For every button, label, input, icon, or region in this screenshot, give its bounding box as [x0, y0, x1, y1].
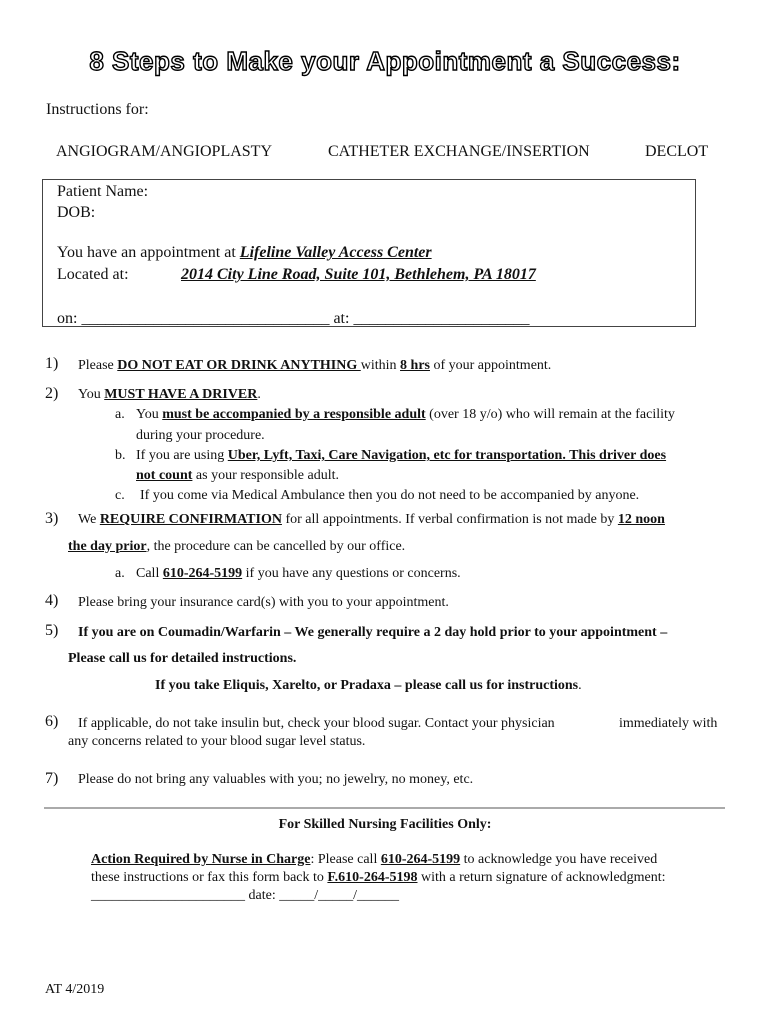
step-2a-cont: during your procedure. — [136, 428, 265, 443]
step-1-c: within — [360, 358, 401, 373]
procedure-catheter: CATHETER EXCHANGE/INSERTION — [328, 143, 590, 160]
step-2c-letter: c. — [115, 488, 125, 503]
procedure-declot: DECLOT — [645, 143, 709, 160]
step-3-text — [78, 512, 665, 528]
footer-code: AT 4/2019 — [45, 982, 105, 997]
appointment-line — [57, 244, 432, 262]
step-2-a: You — [78, 387, 105, 402]
snf-line-2a: these instructions or fax this form back to — [91, 870, 328, 885]
dob-label: DOB: — [57, 204, 96, 221]
step-6-number: 6) — [45, 713, 59, 730]
location-label: Located at: — [57, 266, 129, 283]
step-2-text — [78, 387, 261, 403]
step-2b-letter: b. — [115, 448, 126, 463]
step-5-number: 5) — [45, 622, 59, 639]
step-3-number: 3) — [45, 510, 59, 527]
step-1-number: 1) — [45, 355, 59, 372]
step-2a-letter: a. — [115, 407, 125, 422]
step-2b-text — [136, 448, 666, 464]
step-2-number: 2) — [45, 385, 59, 402]
step-3-cont — [68, 539, 405, 555]
patient-name-label: Patient Name: — [57, 183, 149, 200]
divider — [44, 807, 725, 809]
step-1-a: Please — [78, 358, 118, 373]
step-2b-cont-2: as your responsible adult. — [192, 468, 339, 483]
step-6-right: immediately with — [619, 716, 718, 731]
step-3-f: , the procedure can be cancelled by our office. — [146, 539, 406, 554]
step-2b-cont-1: not count — [136, 468, 193, 483]
step-2-b: MUST HAVE A DRIVER — [104, 387, 258, 402]
step-6-text: If applicable, do not take insulin but, check your blood sugar. Contact your physician — [78, 716, 555, 731]
step-5-cont: Please call us for detailed instructions. — [68, 651, 297, 666]
procedure-angiogram: ANGIOGRAM/ANGIOPLASTY — [56, 143, 272, 160]
step-3a-3: if you have any questions or concerns. — [242, 566, 461, 581]
step-3-c: for all appointments. If verbal confirmation is not made by — [281, 512, 618, 527]
step-5-center-end: . — [578, 678, 582, 693]
step-2a-3: (over 18 y/o) who will remain at the facility — [425, 407, 675, 422]
step-2c-text: If you come via Medical Ambulance then you do not need to be accompanied by anyone. — [140, 488, 640, 503]
step-1-e: of your appointment. — [429, 358, 552, 373]
step-3-e: the day prior — [68, 539, 147, 554]
step-2b-1: If you are using — [136, 448, 228, 463]
step-3a-letter: a. — [115, 566, 125, 581]
step-2b-cont — [136, 468, 339, 484]
address: 2014 City Line Road, Suite 101, Bethlehem, PA 18017 — [181, 266, 536, 283]
step-5-center-text: If you take Eliquis, Xarelto, or Pradaxa – please call us for instructions — [155, 678, 579, 693]
step-3a-2: 610-264-5199 — [162, 566, 243, 581]
step-6-cont: any concerns related to your blood sugar level status. — [68, 734, 366, 749]
step-3-d: 12 noon — [617, 512, 665, 527]
step-1-d: 8 hrs — [400, 358, 430, 373]
snf-line-2c: with a return signature of acknowledgment: — [417, 870, 666, 885]
appointment-prefix: You have an appointment at — [57, 244, 240, 261]
step-3-b: REQUIRE CONFIRMATION — [99, 512, 282, 527]
step-2a-2: must be accompanied by a responsible adult — [162, 407, 426, 422]
snf-fax: F.610-264-5198 — [327, 870, 418, 885]
step-2-c: . — [257, 387, 261, 402]
step-3a-1: Call — [136, 566, 163, 581]
snf-d: to acknowledge you have received — [460, 852, 658, 867]
step-1-b: DO NOT EAT OR DRINK ANYTHING — [117, 358, 361, 373]
step-2a-1: You — [136, 407, 163, 422]
step-7-number: 7) — [45, 770, 59, 787]
snf-line-1 — [91, 852, 657, 868]
snf-action: Action Required by Nurse in Charge — [91, 852, 311, 867]
step-3a-text — [136, 566, 461, 582]
center-name: Lifeline Valley Access Center — [239, 244, 432, 261]
step-5-text: If you are on Coumadin/Warfarin – We generally require a 2 day hold prior to your appointment – — [78, 625, 668, 640]
step-4-text: Please bring your insurance card(s) with you to your appointment. — [78, 595, 449, 610]
snf-line-2 — [91, 870, 666, 886]
step-5-center — [155, 678, 582, 694]
step-2a-text — [136, 407, 675, 423]
snf-phone: 610-264-5199 — [380, 852, 461, 867]
step-7-text: Please do not bring any valuables with you; no jewelry, no money, etc. — [78, 772, 474, 787]
snf-b: : Please call — [310, 852, 381, 867]
instructions-label: Instructions for: — [46, 101, 149, 118]
step-1-text — [78, 358, 551, 374]
step-2b-2: Uber, Lyft, Taxi, Care Navigation, etc for transportation. This driver does — [227, 448, 667, 463]
on-at-line: on: _______________________________ at: ______________________ — [57, 310, 530, 327]
appointment-box — [42, 179, 696, 327]
step-4-number: 4) — [45, 592, 59, 609]
snf-heading: For Skilled Nursing Facilities Only: — [278, 817, 492, 832]
snf-line-3: ______________________ date: _____/_____/______ — [91, 888, 399, 903]
step-3-a: We — [78, 512, 100, 527]
page-title: 8 Steps to Make your Appointment a Success: — [89, 46, 681, 76]
